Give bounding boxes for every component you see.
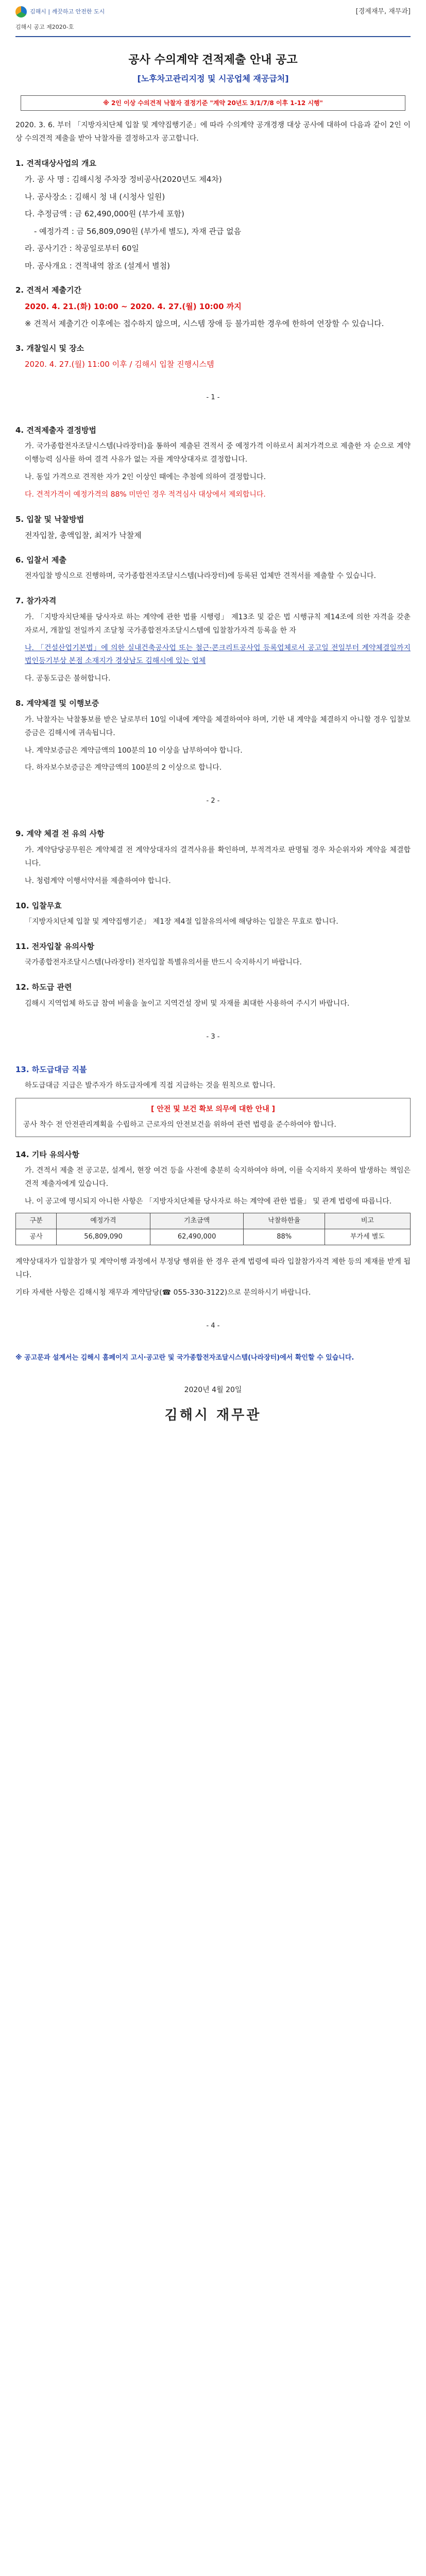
- section-line: 나. 「건설산업기본법」에 의한 실내건축공사업 또는 철근·콘크리트공사업 등록업체로서 공고일 전일부터 계약체결일까지 법인등기부상 본점 소재지가 경상남도 김해시에 있는 업체: [25, 643, 411, 666]
- section-body: [15, 1079, 411, 1093]
- table-row: [16, 1229, 411, 1245]
- table-header: 예정가격: [57, 1213, 150, 1229]
- section-line: 가. 계약담당공무원은 계약체결 전 계약상대자의 결격사유를 확인하며, 부적격자로 판명될 경우 차순위자와 계약을 체결합니다.: [25, 845, 411, 868]
- page-marker: - 1 -: [206, 393, 220, 401]
- intro-paragraph: 2020. 3. 6. 부터 「지방자치단체 입찰 및 계약집행기준」에 따라 수의계약 공개경쟁 대상 공사에 대하여 다음과 같이 2인 이상 수의견적 제출을 받아 낙찰자를 결정하고자 공고합니다.: [15, 121, 411, 143]
- org-emblem-icon: [15, 6, 27, 18]
- section-title: 4. 견적제출자 결정방법: [15, 425, 96, 435]
- section-body: [15, 997, 411, 1011]
- section-line: 다. 공동도급은 불허합니다.: [25, 674, 111, 683]
- section-title: 7. 참가자격: [15, 596, 57, 606]
- section-line: 전자입찰, 총액입찰, 최저가 낙찰제: [25, 531, 142, 540]
- table-header: 낙찰하한율: [244, 1213, 325, 1229]
- section-line: 다. 하자보수보증금은 계약금액의 100분의 2 이상으로 합니다.: [25, 764, 222, 772]
- section-title: 2. 견적서 제출기간: [15, 285, 82, 295]
- section-line: 가. 견적서 제출 전 공고문, 설계서, 현장 여건 등을 사전에 충분히 숙지하여야 하며, 이를 숙지하지 못하여 발생하는 책임은 견적 제출자에게 있습니다.: [25, 1166, 411, 1189]
- section-title: 9. 계약 체결 전 유의 사항: [15, 829, 105, 839]
- page-marker: - 2 -: [206, 797, 220, 805]
- section-line: 다. 추정금액 : 금 62,490,000원 (부가세 포함): [25, 209, 184, 219]
- notice-box: ※ 2인 이상 수의견적 낙찰자 결정기준 "계약 20년도 3/1/7/8 이후 1-12 시행": [21, 95, 405, 111]
- table-header-row: [16, 1213, 411, 1229]
- section-title: 6. 입찰서 제출: [15, 555, 67, 565]
- section-title: 12. 하도급 관련: [15, 982, 72, 992]
- section-title: 11. 전자입찰 유의사항: [15, 941, 94, 951]
- section-body: [15, 1164, 411, 1209]
- safety-notice-body: 공사 착수 전 안전관리계획을 수립하고 근로자의 안전보건을 위하여 관련 법령을 준수하여야 합니다.: [23, 1121, 336, 1129]
- page-subtitle: [노후차고관리지정 및 시공업체 재공급처]: [137, 74, 289, 84]
- doc-number: 김해시 공고 제2020-호: [15, 24, 74, 30]
- table-cell: 부가세 별도: [325, 1229, 410, 1245]
- page-marker: - 3 -: [206, 1032, 220, 1041]
- section-line: 2020. 4. 27.(월) 11:00 이후 / 김해시 입찰 진행시스템: [25, 360, 214, 369]
- dept-badge: [경제재무, 재무과]: [355, 8, 411, 15]
- table-cell: 88%: [244, 1229, 325, 1245]
- section-body: [15, 300, 411, 331]
- section-title: 10. 입찰무효: [15, 901, 62, 910]
- section-line: 가. 낙찰자는 낙찰통보를 받은 날로부터 10일 이내에 계약을 체결하여야 하며, 기한 내 계약을 체결하지 아니할 경우 입찰보증금은 김해시에 귀속됩니다.: [25, 715, 411, 737]
- closing-paragraph: 계약상대자가 입찰참가 및 계약이행 과정에서 부정당 행위를 한 경우 관계 법령에 따라 입찰참가자격 제한 등의 제재를 받게 됩니다.: [15, 1258, 411, 1280]
- section-line: 다. 견적가격이 예정가격의 88% 미만인 경우 적격심사 대상에서 제외합니다.: [25, 490, 266, 499]
- section-title: 14. 기타 유의사항: [15, 1149, 79, 1159]
- section-line: 나. 공사장소 : 김해시 청 내 (시청사 일원): [25, 192, 165, 201]
- safety-notice-box: [15, 1098, 411, 1137]
- section-body: [15, 714, 411, 775]
- section-title: 13. 하도급대금 직불: [15, 1064, 87, 1074]
- section-line: 라. 공사기간 : 착공일로부터 60일: [25, 244, 139, 253]
- section-line: ※ 견적서 제출기간 이후에는 접수하지 않으며, 시스템 장애 등 불가피한 경우에 한하여 연장할 수 있습니다.: [25, 319, 384, 329]
- table-cell: 공사: [16, 1229, 57, 1245]
- table-header: 기초금액: [150, 1213, 244, 1229]
- safety-notice-title: [ 안전 및 보건 확보 의무에 대한 안내 ]: [150, 1105, 276, 1114]
- section-body: [15, 358, 411, 371]
- section-line: 전자입찰 방식으로 진행하며, 국가종합전자조달시스템(나라장터)에 등록된 업체만 견적서를 제출할 수 있습니다.: [25, 572, 376, 581]
- section-body: [15, 440, 411, 502]
- section-line: 나. 청렴계약 이행서약서를 제출하여야 합니다.: [25, 876, 171, 885]
- section-line: 나. 이 공고에 명시되지 아니한 사항은 「지방자치단체를 당사자로 하는 계약에 관한 법률」 및 관계 법령에 따릅니다.: [25, 1197, 392, 1206]
- page-title: 공사 수의계약 견적제출 안내 공고: [128, 54, 298, 66]
- section-body: [15, 611, 411, 686]
- section-line: 2020. 4. 21.(화) 10:00 ~ 2020. 4. 27.(월) 10:00 까지: [25, 301, 242, 311]
- section-line: 김해시 지역업체 하도급 참여 비율을 높이고 지역건설 장비 및 자재를 최대한 사용하여 주시기 바랍니다.: [25, 999, 350, 1008]
- section-line: 나. 계약보증금은 계약금액의 100분의 10 이상을 납부하여야 합니다.: [25, 746, 243, 755]
- section-line: 나. 동일 가격으로 견적한 자가 2인 이상인 때에는 추첨에 의하여 결정합니다.: [25, 473, 266, 482]
- table-cell: 56,809,090: [57, 1229, 150, 1245]
- section-body: [15, 173, 411, 273]
- section-title: 8. 계약체결 및 이행보증: [15, 699, 99, 708]
- section-line: 가. 「지방자치단체를 당사자로 하는 계약에 관한 법률 시행령」 제13조 및 같은 법 시행규칙 제14조에 의한 자격을 갖춘 자로서, 개찰일 전일까지 조달청 국가종합전자조달시스템에 입찰참가자격 등록을 한 자: [25, 613, 411, 635]
- section-body: [15, 844, 411, 888]
- page-marker: - 4 -: [206, 1321, 220, 1330]
- table-header: 비고: [325, 1213, 410, 1229]
- section-title: 1. 견적대상사업의 개요: [15, 158, 96, 168]
- section-body: [15, 529, 411, 543]
- section-line: 가. 공 사 명 : 김해시청 주차장 정비공사(2020년도 제4차): [25, 175, 222, 184]
- title-block: [15, 50, 411, 86]
- notice-date: 2020년 4월 20일: [184, 1386, 242, 1395]
- section-title: 3. 개찰일시 및 장소: [15, 343, 84, 353]
- section-line: - 예정가격 : 금 56,809,090원 (부가세 별도), 자재 관급 없음: [34, 226, 242, 236]
- section-line: 마. 공사개요 : 견적내역 참조 (설계서 별첨): [25, 261, 170, 270]
- section-title: 5. 입찰 및 낙찰방법: [15, 514, 84, 524]
- org-logo: [15, 6, 105, 18]
- section-body: [15, 570, 411, 583]
- section-line: 가. 국가종합전자조달시스템(나라장터)을 통하여 제출된 견적서 중 예정가격 이하로서 최저가격으로 제출한 자 순으로 계약이행능력 심사를 하여 결격 사유가 없는 자를 계약상대자로 결정합니다.: [25, 442, 411, 464]
- section-line: 「지방자치단체 입찰 및 계약집행기준」 제1장 제4절 입찰유의서에 해당하는 입찰은 무효로 합니다.: [25, 918, 338, 926]
- page-header: [15, 0, 411, 37]
- org-line: 김해시 | 깨끗하고 안전한 도시: [30, 8, 105, 15]
- closing-paragraph: 기타 자세한 사항은 김해시청 재무과 계약담당(☎ 055-330-3122)으로 문의하시기 바랍니다.: [15, 1288, 311, 1297]
- section-body: [15, 956, 411, 970]
- table-header: 구분: [16, 1213, 57, 1229]
- section-line: 하도급대금 지급은 발주자가 하도급자에게 직접 지급하는 것을 원칙으로 합니다.: [25, 1081, 276, 1090]
- table-cell: 62,490,000: [150, 1229, 244, 1245]
- issuer-signature: 김해시 재무관: [164, 1407, 262, 1423]
- price-table: [15, 1213, 411, 1245]
- section-body: [15, 916, 411, 929]
- section-line: 국가종합전자조달시스템(나라장터) 전자입찰 특별유의서를 반드시 숙지하시기 바랍니다.: [25, 958, 302, 967]
- footer-note: ※ 공고문과 설계서는 김해시 홈페이지 고시·공고란 및 국가종합전자조달시스템(나라장터)에서 확인할 수 있습니다.: [15, 1353, 354, 1362]
